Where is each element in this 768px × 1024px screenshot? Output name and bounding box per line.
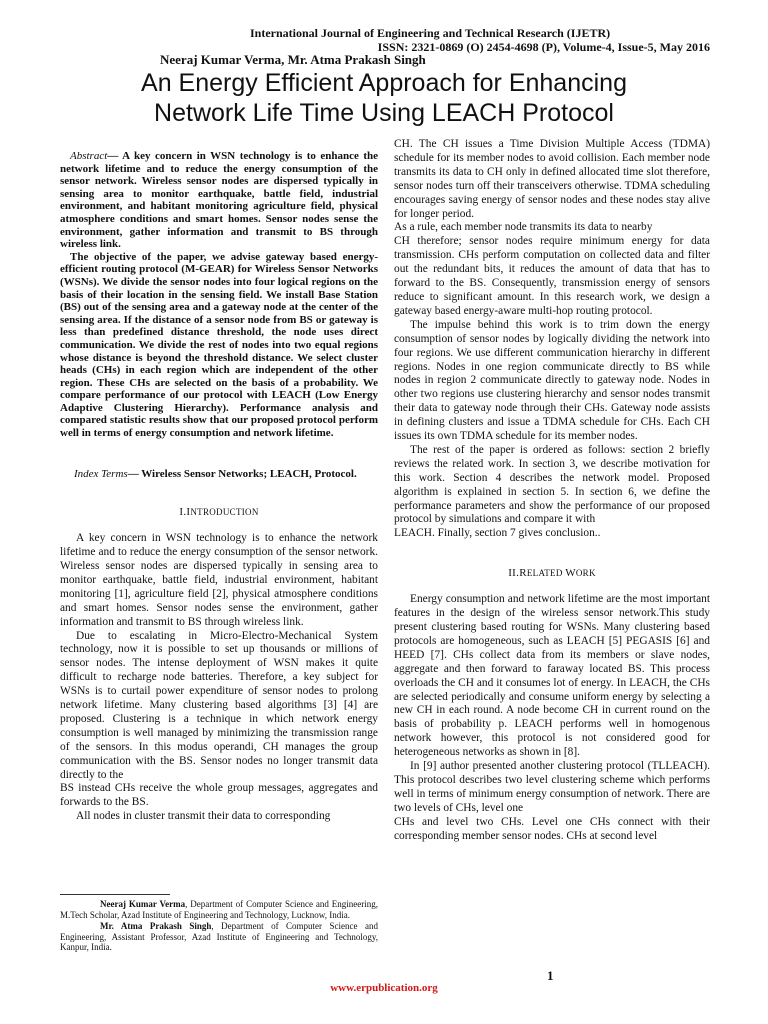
abstract-lead: Abstract bbox=[70, 150, 108, 162]
right-paragraph-3: CH therefore; sensor nodes require minimum energy for data transmission. CHs perform computation on collected data and filter out the redundant bits, it reduces the amount of data that has to forward to the BS. Consequently, transmission energy of sensors reduce to significant amount. In this research work, we design a gateway based energy-aware multi-hop routing protocol. bbox=[394, 235, 710, 317]
related-paragraph-3: CHs and level two CHs. Level one CHs connect with their corresponding member sensor nodes. CHs at second level bbox=[394, 815, 710, 842]
page-number: 1 bbox=[547, 968, 554, 983]
abstract-text: — A key concern in WSN technology is to enhance the network lifetime and to reduce the energy consumption of the sensor network. Wireless sensor nodes are dispersed typically in sensing area to monitor earthquake, battle field, industrial environment, and habitant monitoring agriculture field, physical atmosphere conditions and smart homes. Sensor nodes sense the environment, gather information and transmit to BS through wireless link. bbox=[60, 150, 378, 251]
intro-paragraph-1: A key concern in WSN technology is to enhance the network lifetime and to reduce the energy consumption of the sensor network. Wireless sensor nodes are dispersed typically in sensing area to monitor earthquake, battle field, industrial environment, habitant monitoring [1], agriculture field [2], physical atmosphere conditions and smart homes. Sensor nodes sense the environment, gather information and transmit to BS through wireless link. bbox=[60, 532, 378, 628]
left-column bbox=[60, 150, 378, 824]
index-terms bbox=[60, 468, 378, 481]
right-paragraph-2: As a rule, each member node transmits its data to nearby bbox=[394, 221, 653, 234]
journal-header bbox=[250, 26, 710, 54]
intro-paragraph-4: All nodes in cluster transmit their data to corresponding bbox=[76, 810, 331, 823]
title-line-1: An Energy Efficient Approach for Enhancing bbox=[141, 69, 627, 97]
header-authors: Neeraj Kumar Verma, Mr. Atma Prakash Singh bbox=[160, 52, 426, 67]
section-heading-introduction: I.INTRODUCTION bbox=[179, 506, 259, 519]
journal-issn: ISSN: 2321-0869 (O) 2454-4698 (P), Volume-4, Issue-5, May 2016 bbox=[377, 40, 710, 54]
right-paragraph-6: LEACH. Finally, section 7 gives conclusion.. bbox=[394, 527, 601, 540]
footnote-author-1: Neeraj Kumar Verma, Department of Computer Science and Engineering, M.Tech Scholar, Azad Institute of Engineering and Technology, Lucknow, India. bbox=[60, 899, 378, 920]
right-paragraph-4: The impulse behind this work is to trim down the energy consumption of sensor nodes by logically dividing the network into four regions. We use different communication hierarchy in different regions. Nodes in one region communicate directly to BS while nodes in region 2 communicate directly to gateway node. Nodes in other two regions use clustering hierarchy and sensor nodes transmit their data to gateway node through their CHs. Gateway node assists in defining clusters and issue a TDMA schedule for CHs. Each CH issues its own TDMA schedule for its member nodes. bbox=[394, 318, 710, 443]
right-paragraph-5: The rest of the paper is ordered as follows: section 2 briefly reviews the related work. In section 3, we describe motivation for this work. Section 4 describes the network model. Proposed algorithm is explained in section 5. In section 6, we define the performance parameters and show the performance of our proposed protocol by simulations and compare it with bbox=[394, 443, 710, 526]
intro-paragraph-3: BS instead CHs receive the whole group messages, aggregates and forwards to the BS. bbox=[60, 782, 378, 809]
right-column bbox=[394, 138, 710, 844]
abstract-paragraph-2: The objective of the paper, we advise gateway based energy-efficient routing protocol (M-GEAR) for Wireless Sensor Networks (WSNs). We divide the sensor nodes into four logical regions on the basis of their location in the sensing field. We install Base Station (BS) out of the sensing area and a gateway node at the center of the sensing area. If the distance of a sensor node from BS or gateway is less than predefined distance threshold, the node uses direct communication. We divide the rest of nodes into two equal regions whose distance is beyond the threshold distance. We select cluster heads (CHs) in each region which are independent of the other region. These CHs are selected on the basis of a probability. We compare performance of our protocol with LEACH (Low Energy Adaptive Clustering Hierarchy). Performance analysis and compared statistic results show that our proposed protocol perform well in terms of energy consumption and network lifetime. bbox=[60, 250, 378, 440]
index-terms-lead: Index Terms bbox=[74, 467, 128, 480]
intro-paragraph-2: Due to escalating in Micro-Electro-Mechanical System technology, now it is possible to set up thousands or millions of sensor nodes. The intense deployment of WSN makes it quite difficult to recharge node batteries. Therefore, a key subject for WSNs is to curtail power expenditure of sensor nodes to prolong network lifetime. Many clustering based algorithms [3] [4] are proposed. Clustering is a technique in which network energy consumption is well managed by minimizing the transmission range of the sensors. In this modus operandi, CH manages the group communication with the BS. Sensor nodes no longer transmit data directly to the bbox=[60, 629, 378, 781]
abstract-paragraph bbox=[60, 150, 378, 251]
footnote-rule bbox=[60, 894, 170, 895]
footnotes bbox=[60, 894, 378, 954]
footnote-author-2: Mr. Atma Prakash Singh, Department of Computer Science and Engineering, Assistant Professor, Azad Institute of Engineering and Technology, Kanpur, India. bbox=[60, 921, 378, 953]
footer-url[interactable]: www.erpublication.org bbox=[330, 982, 438, 994]
title-line-2: Network Life Time Using LEACH Protocol bbox=[154, 99, 614, 127]
journal-name: International Journal of Engineering and Technical Research (IJETR) bbox=[250, 26, 611, 40]
section-heading-related-work: II.RELATED WORK bbox=[508, 567, 596, 580]
related-paragraph-1: Energy consumption and network lifetime are the most important features in the design of the wireless sensor network.This study present clustering based routing for WSNs. Many clustering based protocols are homogeneous, such as LEACH [5] PEGASIS [6] and HEED [7]. CHs collect data from its members or slave nodes, aggregate and then forward to faraway located BS. This process overloads the CH and it consumes lot of energy. In LEACH, the CHs are selected periodically and consume uniform energy by selecting a new CH in each round. A node become CH in current round on the basis of probability p. LEACH performs well in homogenous network however, this protocol is not considered good for heterogeneous networks as shown in [8]. bbox=[394, 593, 710, 759]
paper-title bbox=[0, 68, 768, 128]
related-paragraph-2: In [9] author presented another clustering protocol (TLLEACH). This protocol describes two level clustering scheme which performs well in terms of minimum energy consumption of network. There are two levels of CHs, level one bbox=[394, 760, 710, 814]
right-paragraph-1: CH. The CH issues a Time Division Multiple Access (TDMA) schedule for its member nodes to avoid collision. Each member node transmits its data to CH only in defined allocated time slot therefore, sensor nodes turn off their transceivers otherwise. TDMA scheduling encourages saving energy of sensor nodes and these nodes stay alive for longer period. bbox=[394, 138, 710, 220]
index-terms-text: — Wireless Sensor Networks; LEACH, Protocol. bbox=[127, 467, 357, 480]
